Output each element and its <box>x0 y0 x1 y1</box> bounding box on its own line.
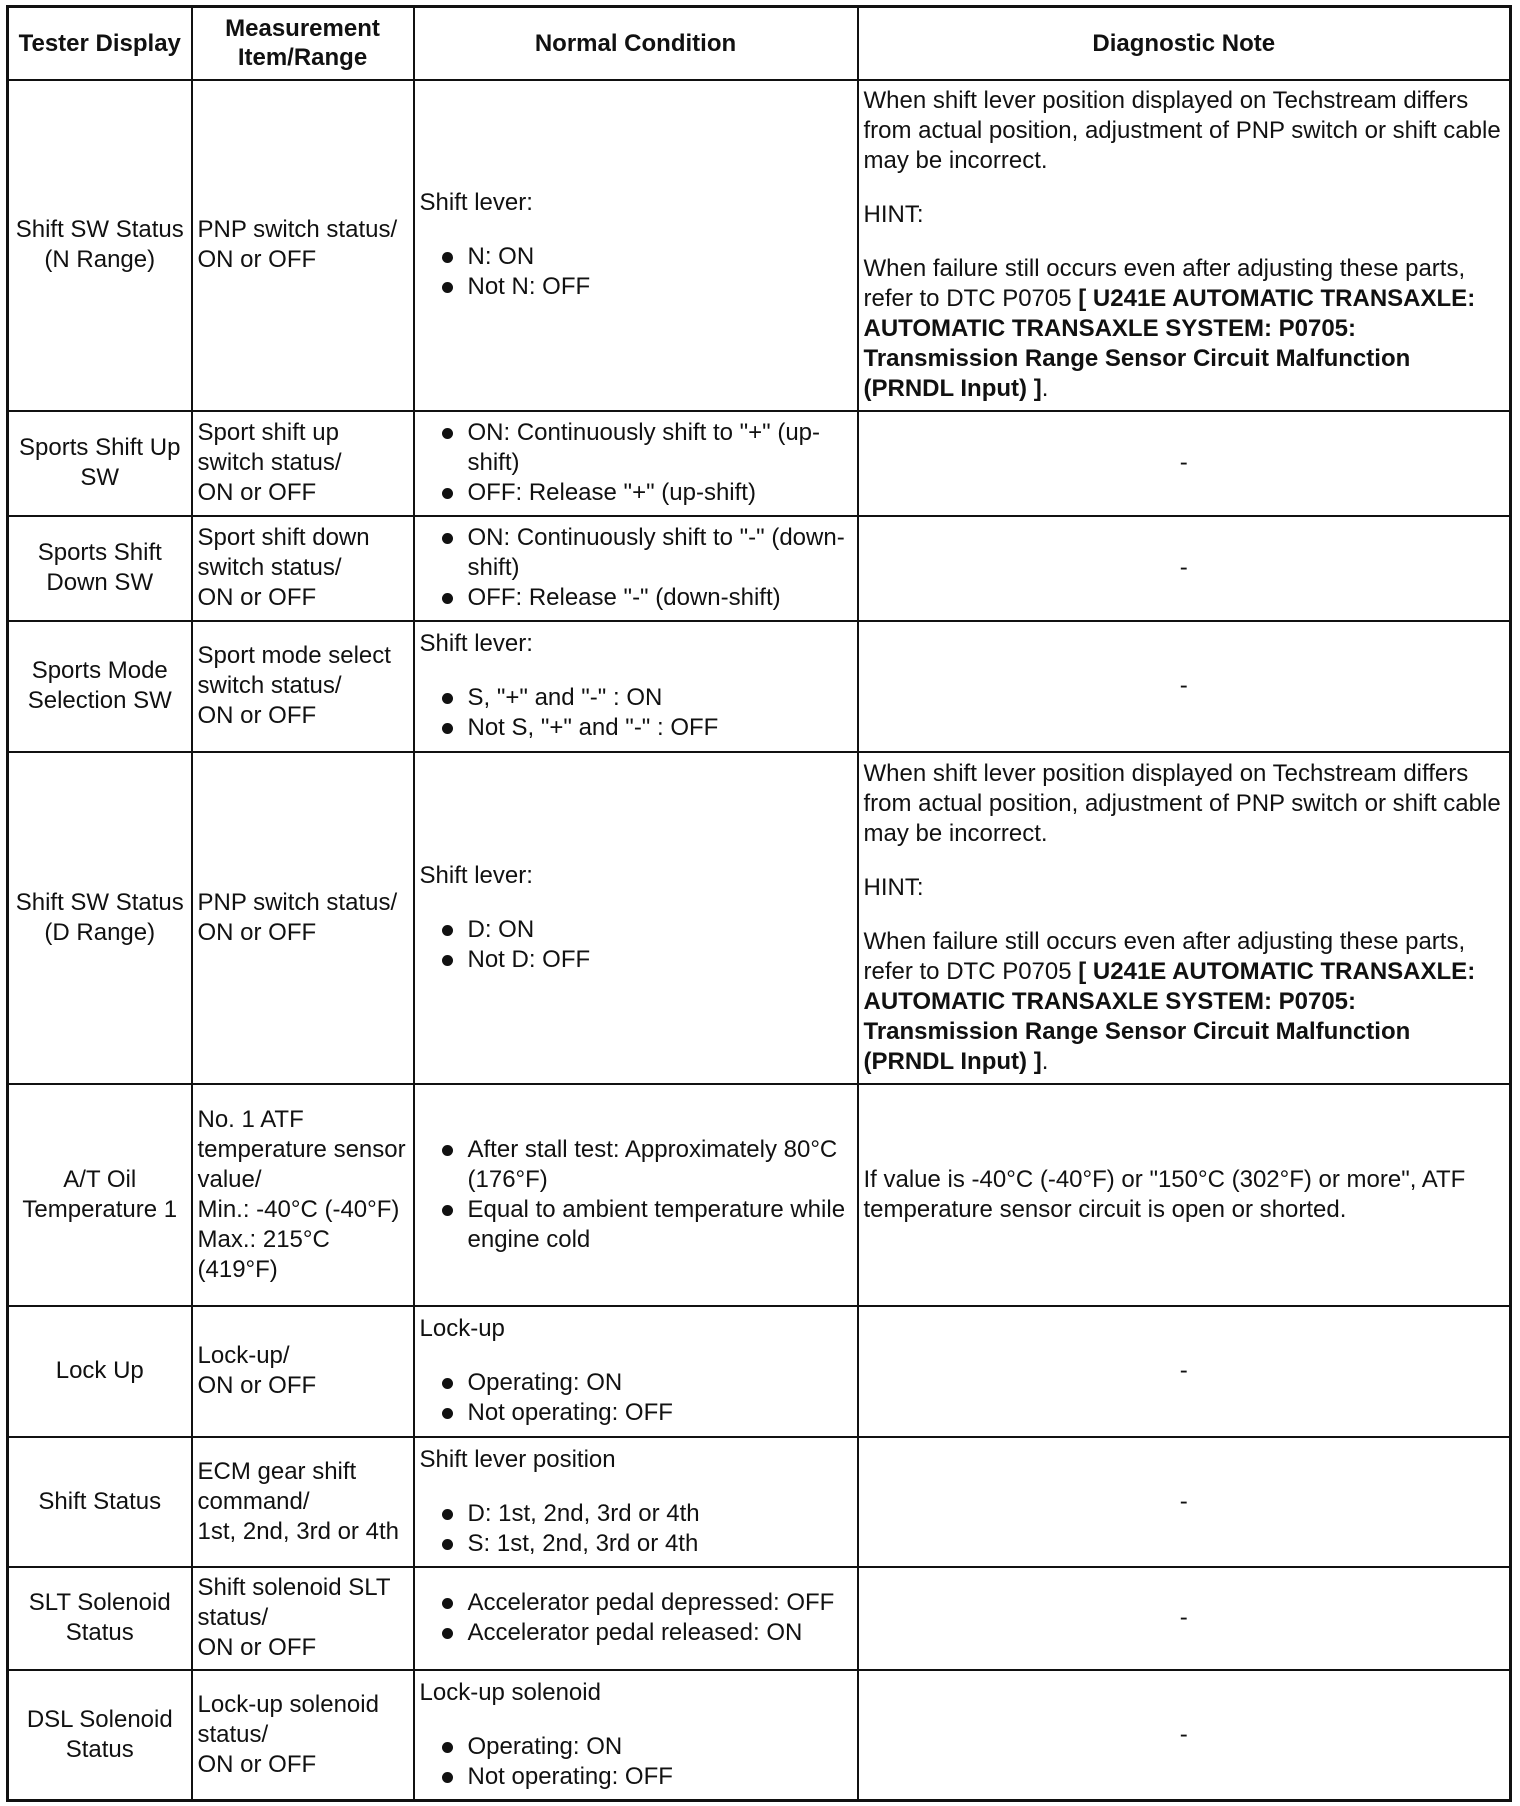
list-item: Not operating: OFF <box>420 1398 852 1428</box>
list-item: OFF: Release "+" (up-shift) <box>420 478 852 508</box>
normal-condition-cell <box>414 1670 858 1801</box>
diagnostic-note-cell <box>858 80 1511 411</box>
diagnostic-note-cell: - <box>858 621 1511 752</box>
measure-line: PNP switch status/ <box>197 888 398 916</box>
note-paragraph <box>864 927 1505 1077</box>
list-item: D: 1st, 2nd, 3rd or 4th <box>420 1499 852 1529</box>
normal-lead: Lock-up solenoid <box>419 1678 601 1706</box>
list-item: Operating: ON <box>420 1368 852 1398</box>
tester-display-cell: Shift Status <box>8 1437 192 1567</box>
condition-list <box>420 1368 852 1428</box>
note-text: When failure still occurs even after adjusting these parts, refer to DTC P0705 <box>863 255 1466 312</box>
measure-line: command/ <box>197 1487 310 1515</box>
header-row <box>8 7 1511 80</box>
measurement-cell <box>192 1084 414 1306</box>
condition-list <box>420 1135 852 1255</box>
diagnostic-note-cell: - <box>858 1437 1511 1567</box>
list-item: ON: Continuously shift to "+" (up-shift) <box>420 418 852 478</box>
table-row <box>8 1670 1511 1801</box>
normal-condition-cell <box>414 1084 858 1306</box>
list-item: N: ON <box>420 242 852 272</box>
diagnostic-note-cell: - <box>858 516 1511 621</box>
list-item: D: ON <box>420 915 852 945</box>
condition-list <box>420 418 852 508</box>
measurement-cell <box>192 411 414 516</box>
normal-condition-cell <box>414 1437 858 1567</box>
note-end: . <box>1041 375 1049 402</box>
measure-line: Sport shift down <box>197 524 370 551</box>
note-paragraph <box>864 254 1505 404</box>
tester-display-cell: A/T Oil Temperature 1 <box>8 1084 192 1306</box>
list-item: After stall test: Approximately 80°C (176°F) <box>420 1135 852 1195</box>
measurement-cell <box>192 1306 414 1437</box>
normal-lead: Shift lever: <box>419 630 533 657</box>
normal-condition-cell <box>414 1306 858 1437</box>
tester-display-cell: SLT Solenoid Status <box>8 1567 192 1670</box>
measure-line: PNP switch status/ <box>197 216 398 243</box>
note-paragraph: When shift lever position displayed on Techstream differs from actual position, adjustment of PNP switch or shift cable may be incorrect. <box>863 759 1501 847</box>
normal-lead: Lock-up <box>419 1315 505 1342</box>
dtc-reference-link[interactable]: [ U241E AUTOMATIC TRANSAXLE: AUTOMATIC TRANSAXLE SYSTEM: P0705: Transmission Range Sensor Circuit Malfunction (PRNDL Input) ] <box>863 957 1476 1075</box>
header-normal-condition: Normal Condition <box>414 7 858 80</box>
measure-line: 1st, 2nd, 3rd or 4th <box>197 1517 399 1545</box>
measurement-cell <box>192 1567 414 1670</box>
normal-condition-cell <box>414 621 858 752</box>
measurement-cell <box>192 621 414 752</box>
list-item: S: 1st, 2nd, 3rd or 4th <box>420 1529 852 1559</box>
list-item: Not operating: OFF <box>420 1762 852 1792</box>
tester-display-cell: Lock Up <box>8 1306 192 1437</box>
measure-line: Sport mode select <box>197 642 391 669</box>
condition-list <box>420 1499 852 1559</box>
measure-line: status/ <box>197 1720 269 1748</box>
tester-display-cell: Sports Shift Up SW <box>8 411 192 516</box>
measurement-cell <box>192 516 414 621</box>
condition-list <box>420 523 852 613</box>
measurement-cell <box>192 80 414 411</box>
table-row <box>8 621 1511 752</box>
tester-display-cell: DSL Solenoid Status <box>8 1670 192 1801</box>
measure-line: ON or OFF <box>197 702 317 729</box>
list-item: Not N: OFF <box>420 272 852 302</box>
tester-display-cell: Shift SW Status (D Range) <box>8 752 192 1084</box>
note-text: When failure still occurs even after adjusting these parts, refer to DTC P0705 <box>863 927 1466 985</box>
list-item: Operating: ON <box>420 1732 852 1762</box>
measure-line: ON or OFF <box>197 1372 317 1399</box>
list-item: S, "+" and "-" : ON <box>420 683 852 713</box>
list-item: Equal to ambient temperature while engine cold <box>420 1195 852 1255</box>
measure-line: Sport shift up <box>197 419 339 446</box>
measure-line: switch status/ <box>197 449 342 476</box>
list-item: Not D: OFF <box>420 945 852 975</box>
dtc-reference-link[interactable]: [ U241E AUTOMATIC TRANSAXLE: AUTOMATIC TRANSAXLE SYSTEM: P0705: Transmission Range Sensor Circuit Malfunction (PRNDL Input) ] <box>863 285 1476 402</box>
table-row <box>8 1567 1511 1670</box>
measure-line: Lock-up solenoid <box>197 1690 379 1718</box>
normal-lead: Shift lever position <box>419 1445 616 1473</box>
normal-condition-cell <box>414 1567 858 1670</box>
condition-list <box>420 915 852 975</box>
table-row <box>8 1437 1511 1567</box>
measure-line: ON or OFF <box>197 1634 317 1661</box>
measurement-cell <box>192 1437 414 1567</box>
table-row <box>8 1084 1511 1306</box>
normal-lead: Shift lever: <box>419 861 533 889</box>
normal-condition-cell <box>414 80 858 411</box>
measure-line: ON or OFF <box>197 246 317 273</box>
diagnostic-note-cell: - <box>858 1567 1511 1670</box>
measure-line: status/ <box>197 1604 269 1631</box>
hint-label: HINT: <box>863 201 924 228</box>
measure-line: Shift solenoid SLT <box>197 1574 391 1601</box>
measurement-cell <box>192 1670 414 1801</box>
note-end: . <box>1041 1047 1049 1075</box>
note-paragraph: When shift lever position displayed on Techstream differs from actual position, adjustment of PNP switch or shift cable may be incorrect. <box>863 87 1501 174</box>
table-row <box>8 80 1511 411</box>
normal-condition-cell <box>414 411 858 516</box>
normal-condition-cell <box>414 752 858 1084</box>
list-item: Not S, "+" and "-" : OFF <box>420 713 852 743</box>
normal-condition-cell <box>414 516 858 621</box>
measurement-cell <box>192 752 414 1084</box>
measure-line: switch status/ <box>197 672 342 699</box>
hint-label: HINT: <box>863 873 924 901</box>
header-measurement-item: Measurement Item/Range <box>192 7 414 80</box>
condition-list <box>420 242 852 302</box>
list-item: ON: Continuously shift to "-" (down-shift) <box>420 523 852 583</box>
header-tester-display: Tester Display <box>8 7 192 80</box>
measure-line: ON or OFF <box>197 479 317 506</box>
condition-list <box>420 1732 852 1792</box>
table-row <box>8 516 1511 621</box>
table-row <box>8 1306 1511 1437</box>
diagnostic-note-cell: - <box>858 1306 1511 1437</box>
tester-display-cell: Sports Shift Down SW <box>8 516 192 621</box>
tester-display-cell: Sports Mode Selection SW <box>8 621 192 752</box>
list-item: Accelerator pedal depressed: OFF <box>420 1588 852 1618</box>
measure-line: switch status/ <box>197 554 342 581</box>
table-row <box>8 411 1511 516</box>
diagnostic-note-cell: - <box>858 411 1511 516</box>
measure-line: Min.: -40°C (-40°F) <box>197 1195 400 1223</box>
header-diagnostic-note: Diagnostic Note <box>858 7 1511 80</box>
measure-line: Lock-up/ <box>197 1342 290 1369</box>
diagnostic-note-cell: If value is -40°C (-40°F) or "150°C (302°F) or more", ATF temperature sensor circuit is open or shorted. <box>858 1084 1511 1306</box>
diagnostic-note-cell: - <box>858 1670 1511 1801</box>
table-row <box>8 752 1511 1084</box>
normal-lead: Shift lever: <box>419 189 533 216</box>
measure-line: ON or OFF <box>197 918 317 946</box>
measure-line: Max.: 215°C (419°F) <box>197 1225 330 1283</box>
measure-line: ECM gear shift <box>197 1457 357 1485</box>
data-list-table <box>6 5 1512 1802</box>
list-item: Accelerator pedal released: ON <box>420 1618 852 1648</box>
condition-list <box>420 683 852 743</box>
list-item: OFF: Release "-" (down-shift) <box>420 583 852 613</box>
measure-line: No. 1 ATF temperature sensor value/ <box>197 1105 406 1193</box>
diagnostic-note-cell <box>858 752 1511 1084</box>
measure-line: ON or OFF <box>197 1750 317 1778</box>
tester-display-cell: Shift SW Status (N Range) <box>8 80 192 411</box>
measure-line: ON or OFF <box>197 584 317 611</box>
condition-list <box>420 1588 852 1648</box>
